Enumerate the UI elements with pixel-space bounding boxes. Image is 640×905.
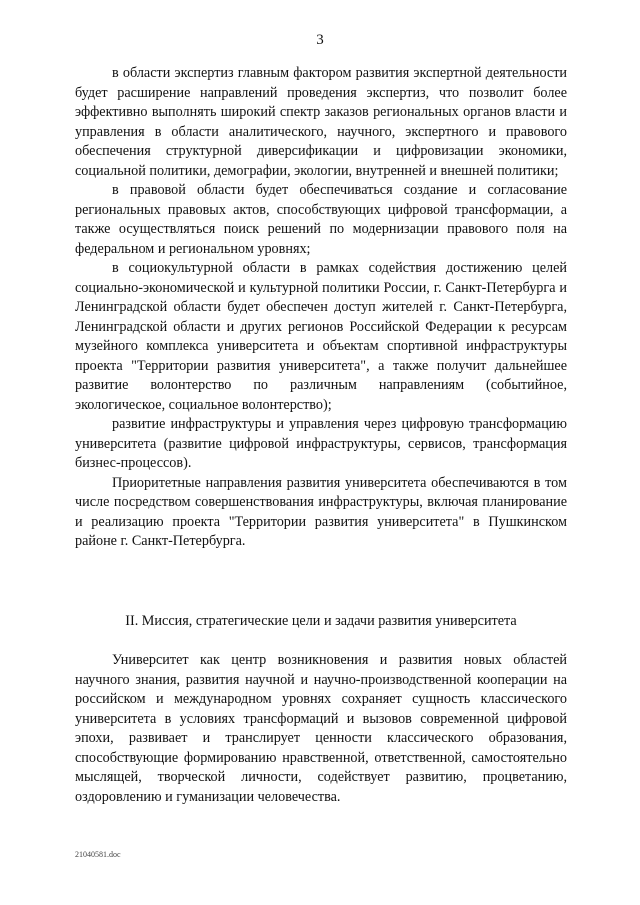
paragraph-expertise: в области экспертиз главным фактором развития экспертной деятельности будет расширение направлений проведения экспертиз, что позволит более эффективно выполнять широкий спектр заказов региональных органов власти и управления в области аналитического, научного, экспертного и правового обеспечения структурной диверсификации и цифровизации экономики, социальной политики, демографии, экологии, внутренней и внешней политики; xyxy=(75,65,567,179)
paragraph-mission: Университет как центр возникновения и развития новых областей научного знания, развития научной и научно-производственной кооперации на российском и международном уровнях сохраняет сущность классического университета в условиях трансформаций и вызовов современной цифровой эпохи, развивает и транслирует ценности классического образования, способствующие формированию нравственной, ответственной, самостоятельно мыслящей, творческой личности, содействует развитию, процветанию, оздоровлению и гуманизации человечества. xyxy=(75,652,567,805)
footer-document-code: 21040581.doc xyxy=(75,850,121,859)
paragraph-sociocultural: в социокультурной области в рамках содействия достижению целей социально-экономической и культурной политики России, г. Санкт-Петербурга и Ленинградской области будет обеспечен доступ жителей г. Санкт-Петербурга, Ленинградской области и других регионов Российской Федерации к ресурсам музейного комплекса университета и объектам спортивной инфраструктуры проекта "Территории развития университета", а также получит дальнейшее развитие волонтерство по различным направлениям (событийное, экологическое, социальное волонтерство); xyxy=(75,260,567,413)
body-text-top xyxy=(75,64,567,552)
paragraph-legal: в правовой области будет обеспечиваться создание и согласование региональных правовых актов, способствующих цифровой трансформации, а также осуществляться поиск решений по модернизации правового поля на федеральном и региональном уровнях; xyxy=(75,182,567,257)
section-heading: II. Миссия, стратегические цели и задачи развития университета xyxy=(125,613,517,629)
paragraph-infrastructure: развитие инфраструктуры и управления через цифровую трансформацию университета (развитие цифровой инфраструктуры, сервисов, трансформация бизнес-процессов). xyxy=(75,416,567,471)
body-text-bottom xyxy=(75,651,567,807)
page-number: 3 xyxy=(316,32,324,48)
paragraph-priorities: Приоритетные направления развития университета обеспечиваются в том числе посредством совершенствования инфраструктуры, включая планирование и реализацию проекта "Территории развития университета" в Пушкинском районе г. Санкт-Петербурга. xyxy=(75,474,567,549)
